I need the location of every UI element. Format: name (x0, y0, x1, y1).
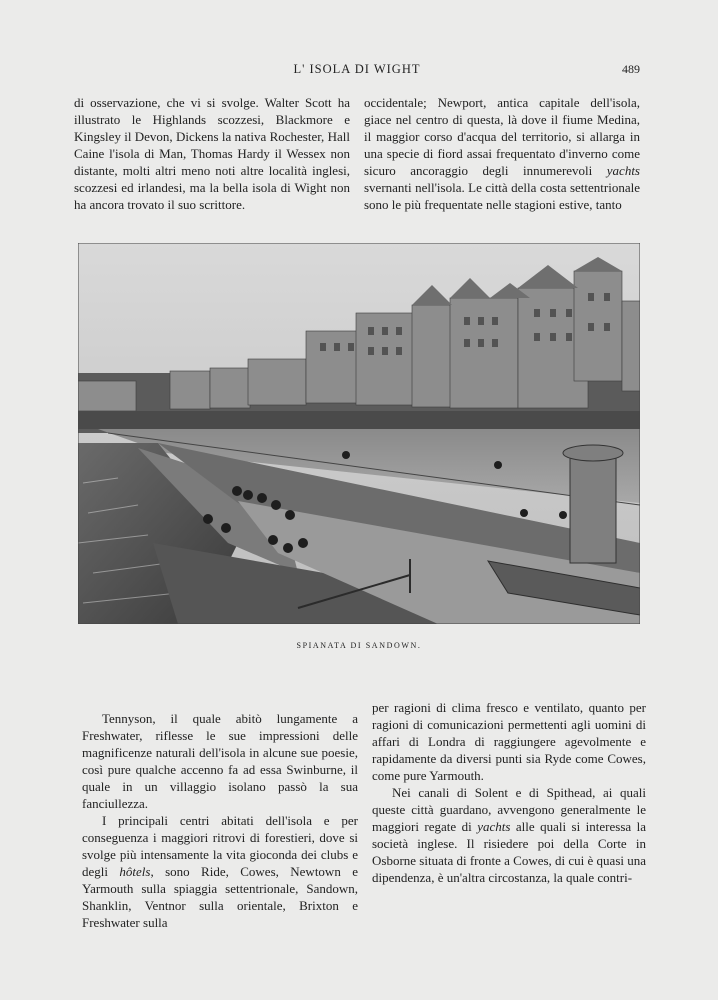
paragraph (372, 784, 646, 886)
bottom-right-column (372, 699, 646, 886)
running-title: L' ISOLA DI WIGHT (293, 62, 421, 76)
text-run: occidentale; Newport, antica capitale dell'isola, giace nel centro di questa, là dove il fiume Medina, il maggior corso d'acqua del territorio, si allarga in una specie di fiord assai frequentato d'inverno come sicuro ancoraggio degli innumerevoli (364, 95, 640, 178)
text-run: svernanti nell'isola. Le città della costa settentrionale sono le più frequentate nelle stagioni estive, tanto (364, 180, 640, 212)
text-run: I principali centri abitati dell'isola e per conseguenza i maggiori ritrovi di forestieri, dove si svolge più intensamente la vita gioconda dei clubs e degli (82, 813, 358, 879)
paragraph (82, 812, 358, 931)
italic-term: hôtels (119, 864, 151, 879)
text-run: , sono Ride, Cowes, Newtown e Yarmouth sulla spiaggia settentrionale, Sandown, Shanklin, Ventnor sulla orientale, Brixton e Freshwater sulla (82, 864, 358, 930)
page-number: 489 (622, 62, 640, 76)
top-left-column (74, 94, 350, 213)
italic-term: yachts (606, 163, 640, 178)
paragraph: di osservazione, che vi si svolge. Walter Scott ha illustrato le Highlands scozzesi, Blackmore e Kingsley il Devon, Dickens la nativa Rochester, Hall Caine l'isola di Man, Thomas Hardy il Wessex non distante, molti altri meno noti altre località inglesi, scozzesi ed irlandesi, ma la bella isola di Wight non ha ancora trovato il suo scrittore. (74, 95, 350, 212)
text-run: Nei canali di Solent e di Spithead, ai quali queste città guardano, avvengono generalmente le maggiori regate di (372, 785, 646, 834)
top-right-column (364, 94, 640, 213)
paragraph: Tennyson, il quale abitò lungamente a Freshwater, riflesse le sue impressioni delle magnificenze naturali dell'isola in alcune sue poesie, così pure qualche accenno fa ad essa Swinburne, il quale in un villaggio isolano passò la sua fanciullezza. (82, 711, 358, 811)
paragraph: per ragioni di clima fresco e ventilato, quanto per ragioni di comunicazioni permettenti agli uomini di affari di Londra di raggiungere agevolmente e rapidamente da diversi punti sia Ryde come Cowes, come pure Yarmouth. (372, 700, 646, 783)
italic-term: yachts (477, 819, 511, 834)
sandown-esplanade-photo (78, 243, 640, 624)
text-run: alle quali si interessa la società inglese. Il risiedere poi della Corte in Osborne situata di fronte a Cowes, di cui è quasi una dipendenza, è un'altra circostanza, la quale contri- (372, 819, 647, 885)
paragraph (364, 94, 640, 213)
bottom-left-column (82, 710, 358, 931)
figure-caption: SPIANATA DI SANDOWN. (296, 641, 422, 650)
page-header (74, 62, 640, 82)
